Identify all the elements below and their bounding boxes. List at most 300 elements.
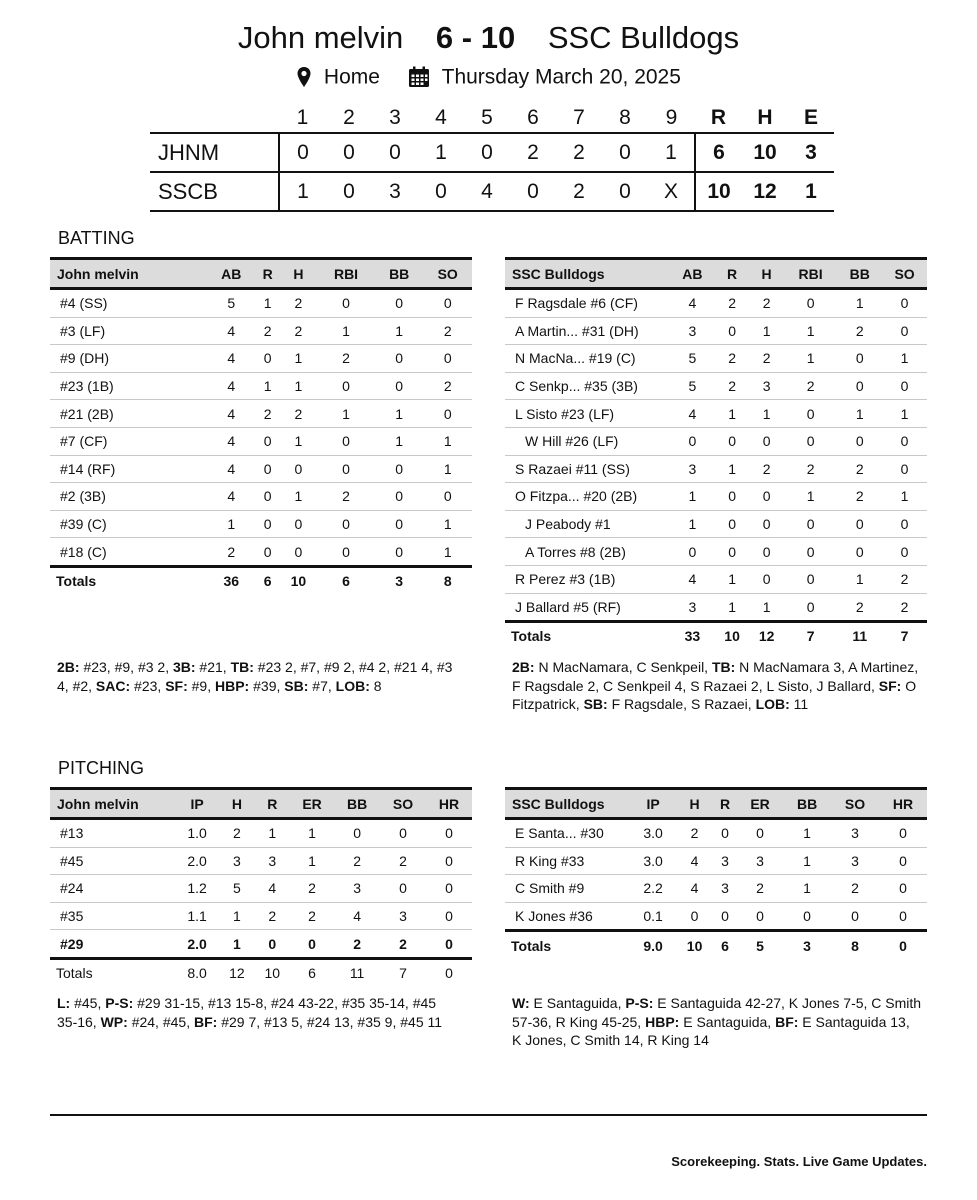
totals-row (505, 931, 927, 959)
team-header: John melvin (50, 259, 207, 289)
totals-row (50, 958, 472, 986)
batting-notes-away: 2B: #23, #9, #3 2, 3B: #21, TB: #23 2, #7, #9 2, #4 2, #21 4, #3 4, #2, SAC: #23, SF: #9, HBP: #39, SB: #7, LOB: 8 (57, 659, 453, 694)
inning-score: X (648, 172, 695, 211)
table-row (505, 289, 927, 318)
stat-cell: 0 (713, 819, 737, 848)
column-header: RBI (317, 259, 375, 289)
stat-cell: 2 (280, 400, 317, 428)
table-row (505, 317, 927, 345)
stat-cell: 0 (749, 565, 784, 593)
stat-cell: 4 (670, 400, 715, 428)
stat-cell: 0 (375, 372, 424, 400)
stat-cell: 1 (280, 345, 317, 373)
stat-cell: 1 (290, 819, 334, 848)
stat-cell: 0 (280, 510, 317, 538)
stat-cell: 4 (207, 483, 256, 511)
footer-tagline: Scorekeeping. Stats. Live Game Updates. (671, 1154, 927, 1169)
player-name: J Ballard #5 (RF) (505, 593, 670, 622)
stat-cell: 0 (423, 483, 472, 511)
player-name: K Jones #36 (505, 902, 630, 931)
inning-header: 9 (665, 106, 678, 129)
stat-cell: 1 (290, 847, 334, 875)
stat-cell: 0 (882, 289, 927, 318)
inning-header: 1 (296, 106, 309, 129)
final-score: 6 - 10 (435, 20, 516, 55)
hits-total: 10 (742, 133, 788, 172)
stat-cell: 1 (715, 565, 750, 593)
stat-cell: 0 (784, 427, 837, 455)
stat-cell: 0 (879, 902, 927, 931)
column-header: ER (737, 789, 783, 819)
stat-cell: 2 (749, 345, 784, 373)
table-row (505, 538, 927, 566)
stat-cell: 2 (255, 902, 290, 930)
stat-cell: 1 (670, 510, 715, 538)
stat-cell: 0 (882, 427, 927, 455)
stat-cell: 4 (670, 565, 715, 593)
runs-total: 10 (695, 172, 742, 211)
stat-cell: 2 (715, 345, 750, 373)
stat-cell: 0 (784, 400, 837, 428)
inning-header: 5 (481, 106, 493, 129)
stat-cell: 1 (837, 289, 882, 318)
stat-cell: 0 (837, 372, 882, 400)
column-header: SO (882, 259, 927, 289)
pitching-table-away (50, 787, 472, 987)
stat-cell: 0 (280, 538, 317, 567)
stat-cell: 2 (837, 483, 882, 511)
totals-cell: 3 (783, 931, 831, 959)
stat-cell: 2.0 (175, 847, 219, 875)
stat-cell: 2 (317, 483, 375, 511)
column-header: R (255, 789, 290, 819)
stat-cell: 0 (737, 819, 783, 848)
stat-cell: 0 (423, 289, 472, 318)
stat-cell: 0 (784, 510, 837, 538)
stat-cell: 3 (334, 875, 380, 903)
stat-cell: 0 (749, 483, 784, 511)
table-row (50, 930, 472, 959)
table-row (505, 427, 927, 455)
stat-cell: 1 (715, 400, 750, 428)
stat-cell: 1 (783, 819, 831, 848)
stat-cell: 3 (670, 317, 715, 345)
table-header-row (505, 259, 927, 289)
stat-cell: 4 (207, 317, 256, 345)
totals-cell: 10 (715, 622, 750, 650)
stat-cell: 0 (715, 483, 750, 511)
table-row (50, 847, 472, 875)
stat-cell: 0 (375, 538, 424, 567)
stat-cell: 3 (737, 847, 783, 875)
totals-cell: 10 (255, 958, 290, 986)
stat-cell: 3.0 (630, 847, 676, 875)
inning-score: 0 (372, 133, 418, 172)
stat-cell: 0 (426, 930, 472, 959)
column-header: HR (426, 789, 472, 819)
inning-score: 0 (510, 172, 556, 211)
player-name: L Sisto #23 (LF) (505, 400, 670, 428)
table-row (50, 510, 472, 538)
player-name: E Santa... #30 (505, 819, 630, 848)
totals-label: Totals (505, 622, 670, 650)
inning-score: 0 (418, 172, 464, 211)
stat-cell: 2 (380, 930, 426, 959)
stat-cell: 1 (749, 400, 784, 428)
stat-cell: 1 (280, 372, 317, 400)
inning-score: 1 (648, 133, 695, 172)
table-header-row (505, 789, 927, 819)
batting-section-label: BATTING (58, 228, 135, 248)
table-row (505, 902, 927, 931)
table-row (505, 565, 927, 593)
stat-cell: 1 (423, 455, 472, 483)
totals-label: Totals (50, 566, 207, 594)
table-row (505, 510, 927, 538)
stat-cell: 1.0 (175, 819, 219, 848)
stat-cell: 0 (882, 317, 927, 345)
stat-cell: 0 (715, 427, 750, 455)
stat-cell: 0 (715, 538, 750, 566)
stat-cell: 0 (715, 317, 750, 345)
totals-label: Totals (505, 931, 630, 959)
totals-cell: 0 (879, 931, 927, 959)
stat-cell: 0 (837, 510, 882, 538)
stat-cell: 0 (882, 538, 927, 566)
stat-cell: 0 (426, 875, 472, 903)
player-name: #39 (C) (50, 510, 207, 538)
linescore-team: SSCB (150, 172, 279, 211)
player-name: #24 (50, 875, 175, 903)
stat-cell: 0 (423, 345, 472, 373)
stat-cell: 2 (715, 289, 750, 318)
table-header-row (50, 789, 472, 819)
errors-header: E (803, 106, 818, 129)
stat-cell: 2 (882, 565, 927, 593)
inning-score: 0 (326, 172, 372, 211)
stat-cell: 1 (375, 427, 424, 455)
stat-cell: 5 (670, 345, 715, 373)
totals-cell: 11 (334, 958, 380, 986)
stat-cell: 0 (749, 427, 784, 455)
stat-cell: 4 (670, 289, 715, 318)
stat-cell: 2 (290, 902, 334, 930)
inning-header: 2 (343, 106, 355, 129)
stat-cell: 2.0 (175, 930, 219, 959)
linescore-row-away (150, 133, 834, 172)
totals-cell: 10 (676, 931, 713, 959)
stat-cell: 3 (831, 819, 879, 848)
stat-cell: 0 (882, 455, 927, 483)
player-name: #14 (RF) (50, 455, 207, 483)
stat-cell: 0 (375, 455, 424, 483)
stat-cell: 0 (837, 538, 882, 566)
stat-cell: 4 (334, 902, 380, 930)
player-name: #7 (CF) (50, 427, 207, 455)
stat-cell: 1 (207, 510, 256, 538)
stat-cell: 3 (670, 593, 715, 622)
stat-cell: 0 (831, 902, 879, 931)
totals-cell: 0 (426, 958, 472, 986)
stat-cell: 0 (375, 289, 424, 318)
inning-score: 2 (556, 133, 602, 172)
stat-cell: 0 (256, 427, 280, 455)
stat-cell: 3 (255, 847, 290, 875)
inning-score: 2 (510, 133, 556, 172)
stat-cell: 1 (423, 538, 472, 567)
stat-cell: 0 (749, 510, 784, 538)
totals-cell: 12 (219, 958, 254, 986)
batting-table-away (50, 257, 472, 595)
stat-cell: 3 (380, 902, 426, 930)
stat-cell: 2 (715, 372, 750, 400)
player-name: C Smith #9 (505, 875, 630, 903)
pitching-section-label: PITCHING (58, 758, 145, 778)
table-row (50, 400, 472, 428)
stat-cell: 5 (670, 372, 715, 400)
column-header: IP (630, 789, 676, 819)
stat-cell: 0 (375, 510, 424, 538)
stat-cell: 4 (676, 875, 713, 903)
stat-cell: 0 (426, 902, 472, 930)
runs-header: R (710, 106, 727, 129)
inning-score: 0 (464, 133, 510, 172)
stat-cell: 0 (290, 930, 334, 959)
stat-cell: 1 (749, 317, 784, 345)
inning-score: 0 (602, 172, 648, 211)
linescore-table (150, 104, 834, 212)
stat-cell: 2 (207, 538, 256, 567)
player-name: R Perez #3 (1B) (505, 565, 670, 593)
stat-cell: 0 (837, 345, 882, 373)
inning-header: 6 (527, 106, 539, 129)
inning-score: 3 (372, 172, 418, 211)
pitching-table-home (505, 787, 927, 959)
stat-cell: 1 (784, 317, 837, 345)
stat-cell: 5 (207, 289, 256, 318)
stat-cell: 0 (256, 510, 280, 538)
column-header: BB (837, 259, 882, 289)
player-name: #23 (1B) (50, 372, 207, 400)
column-header: H (280, 259, 317, 289)
stat-cell: 1 (670, 483, 715, 511)
stat-cell: 0 (784, 289, 837, 318)
inning-header: 3 (389, 106, 401, 129)
stat-cell: 1 (783, 847, 831, 875)
stat-cell: 2 (784, 372, 837, 400)
stat-cell: 1 (837, 400, 882, 428)
stat-cell: 3 (713, 875, 737, 903)
home-team-name: SSC Bulldogs (547, 20, 740, 55)
stat-cell: 4 (255, 875, 290, 903)
stat-cell: 0 (837, 427, 882, 455)
table-row (50, 483, 472, 511)
table-row (505, 483, 927, 511)
stat-cell: 1 (882, 345, 927, 373)
stat-cell: 2 (423, 372, 472, 400)
stat-cell: 1 (749, 593, 784, 622)
runs-total: 6 (695, 133, 742, 172)
stat-cell: 1 (882, 400, 927, 428)
stat-cell: 1 (837, 565, 882, 593)
stat-cell: 0 (882, 510, 927, 538)
inning-header: 7 (573, 106, 585, 129)
totals-cell: 6 (317, 566, 375, 594)
column-header: ER (290, 789, 334, 819)
stat-cell: 0 (317, 510, 375, 538)
stat-cell: 0 (879, 847, 927, 875)
totals-cell: 8 (423, 566, 472, 594)
stat-cell: 2 (334, 847, 380, 875)
totals-cell: 5 (737, 931, 783, 959)
stat-cell: 1 (423, 510, 472, 538)
table-row (50, 875, 472, 903)
totals-label: Totals (50, 958, 175, 986)
stat-cell: 3 (219, 847, 254, 875)
game-title (0, 20, 977, 56)
stat-cell: 1.1 (175, 902, 219, 930)
table-row (505, 372, 927, 400)
totals-cell: 10 (280, 566, 317, 594)
stat-cell: 1 (219, 930, 254, 959)
stat-cell: 2 (290, 875, 334, 903)
batting-table-home (505, 257, 927, 650)
table-row (50, 317, 472, 345)
player-name: O Fitzpa... #20 (2B) (505, 483, 670, 511)
column-header: BB (783, 789, 831, 819)
player-name: A Torres #8 (2B) (505, 538, 670, 566)
pitching-notes-home: W: E Santaguida, P-S: E Santaguida 42-27, K Jones 7-5, C Smith 57-36, R King 45-25, HBP: E Santaguida, BF: E Santaguida 13, K Jones, C Smith 14, R King 14 (512, 995, 922, 1048)
stat-cell: 1 (375, 400, 424, 428)
stat-cell: 3.0 (630, 819, 676, 848)
stat-cell: 2 (256, 400, 280, 428)
location-pin-icon (296, 66, 312, 88)
stat-cell: 3 (749, 372, 784, 400)
stat-cell: 1 (423, 427, 472, 455)
stat-cell: 1 (882, 483, 927, 511)
stat-cell: 0 (317, 455, 375, 483)
table-row (50, 289, 472, 318)
table-row (50, 455, 472, 483)
stat-cell: 2 (749, 289, 784, 318)
stat-cell: 2 (280, 289, 317, 318)
stat-cell: 2 (280, 317, 317, 345)
away-team-name: John melvin (237, 20, 404, 55)
totals-cell: 6 (256, 566, 280, 594)
stat-cell: 3 (670, 455, 715, 483)
stat-cell: 0 (676, 902, 713, 931)
stat-cell: 1 (317, 400, 375, 428)
stat-cell: 1 (280, 427, 317, 455)
inning-score: 2 (556, 172, 602, 211)
totals-cell: 7 (380, 958, 426, 986)
stat-cell: 1 (280, 483, 317, 511)
stat-cell: 2 (784, 455, 837, 483)
errors-total: 3 (788, 133, 834, 172)
stat-cell: 0 (670, 427, 715, 455)
totals-cell: 8 (831, 931, 879, 959)
player-name: #4 (SS) (50, 289, 207, 318)
stat-cell: 1 (255, 819, 290, 848)
inning-score: 1 (279, 172, 326, 211)
stat-cell: 0 (256, 455, 280, 483)
game-date: Thursday March 20, 2025 (441, 65, 681, 89)
hits-header: H (757, 106, 773, 129)
player-name: #2 (3B) (50, 483, 207, 511)
column-header: SO (423, 259, 472, 289)
column-header: AB (207, 259, 256, 289)
inning-score: 0 (326, 133, 372, 172)
stat-cell: 0 (670, 538, 715, 566)
totals-row (50, 566, 472, 594)
player-name: W Hill #26 (LF) (505, 427, 670, 455)
table-row (505, 455, 927, 483)
player-name: #13 (50, 819, 175, 848)
stat-cell: 1 (219, 902, 254, 930)
stat-cell: 2 (837, 593, 882, 622)
player-name: #18 (C) (50, 538, 207, 567)
stat-cell: 1.2 (175, 875, 219, 903)
table-row (50, 538, 472, 567)
stat-cell: 5 (219, 875, 254, 903)
stat-cell: 2 (737, 875, 783, 903)
totals-cell: 7 (784, 622, 837, 650)
stat-cell: 0 (784, 593, 837, 622)
stat-cell: 2 (334, 930, 380, 959)
stat-cell: 1 (256, 372, 280, 400)
footer-divider (50, 1114, 927, 1116)
stat-cell: 0 (317, 538, 375, 567)
stat-cell: 0 (426, 847, 472, 875)
stat-cell: 1 (256, 289, 280, 318)
player-name: F Ragsdale #6 (CF) (505, 289, 670, 318)
stat-cell: 0 (375, 345, 424, 373)
player-name: #3 (LF) (50, 317, 207, 345)
column-header: H (219, 789, 254, 819)
player-name: N MacNa... #19 (C) (505, 345, 670, 373)
column-header: SO (831, 789, 879, 819)
player-name: #45 (50, 847, 175, 875)
inning-score: 0 (602, 133, 648, 172)
stat-cell: 0.1 (630, 902, 676, 931)
column-header: H (749, 259, 784, 289)
stat-cell: 2 (676, 819, 713, 848)
stat-cell: 0 (380, 875, 426, 903)
stat-cell: 0 (256, 345, 280, 373)
stat-cell: 4 (207, 427, 256, 455)
table-row (505, 593, 927, 622)
stat-cell: 0 (256, 483, 280, 511)
team-header: SSC Bulldogs (505, 789, 630, 819)
table-row (505, 400, 927, 428)
column-header: R (256, 259, 280, 289)
game-info (0, 65, 977, 89)
stat-cell: 0 (317, 427, 375, 455)
player-name: #35 (50, 902, 175, 930)
player-name: S Razaei #11 (SS) (505, 455, 670, 483)
stat-cell: 2 (317, 345, 375, 373)
stat-cell: 1 (784, 345, 837, 373)
stat-cell: 0 (879, 819, 927, 848)
linescore-team: JHNM (150, 133, 279, 172)
inning-score: 1 (418, 133, 464, 172)
stat-cell: 0 (784, 538, 837, 566)
calendar-icon (408, 66, 430, 88)
stat-cell: 0 (256, 538, 280, 567)
totals-cell: 9.0 (630, 931, 676, 959)
errors-total: 1 (788, 172, 834, 211)
stat-cell: 0 (715, 510, 750, 538)
